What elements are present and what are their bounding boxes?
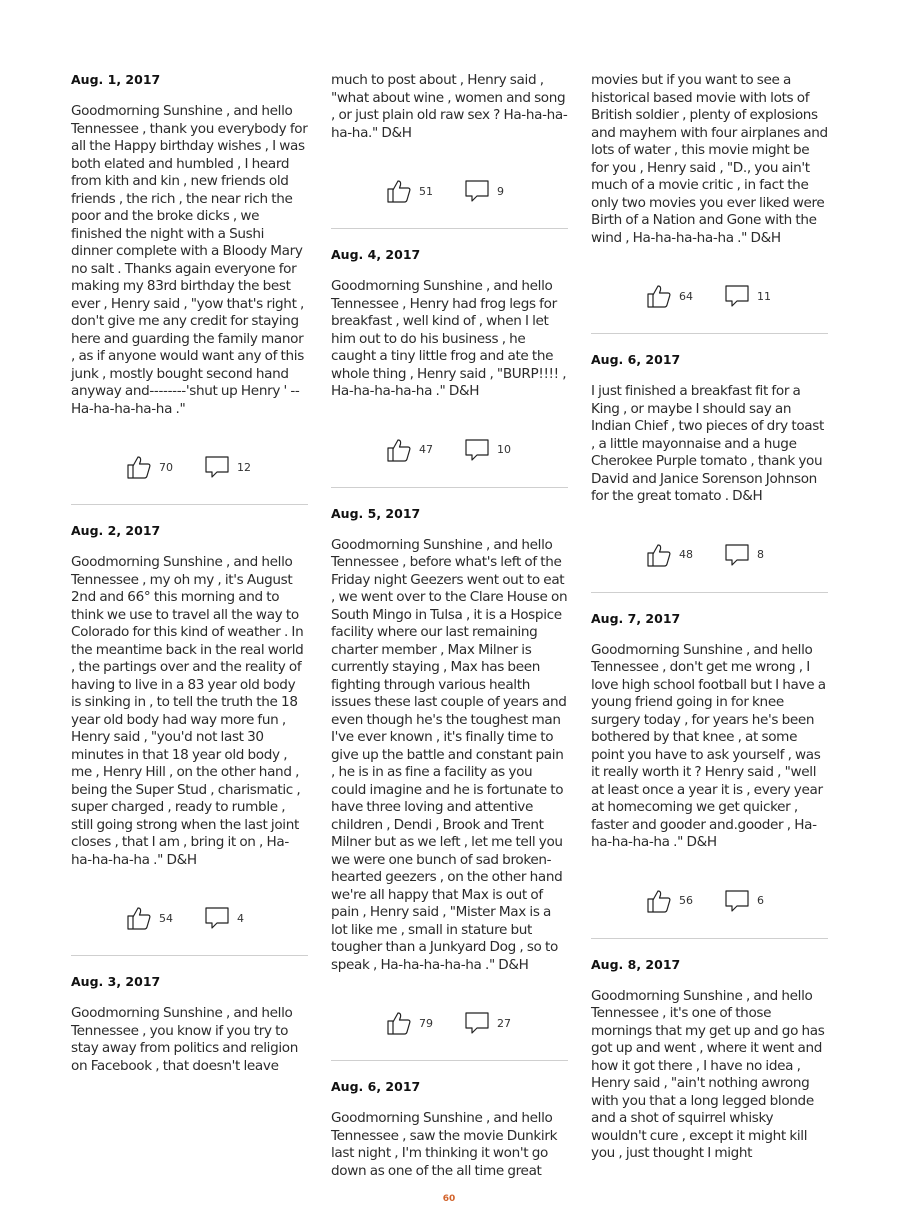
comment-count: 12 <box>237 460 251 474</box>
post-text: Goodmorning Sunshine , and hello Tennessee , don't get me wrong , I love high school football but I have a young friend going in for knee surgery today , for years he's been bothered by that knee , at some point you have to ask yourself , was it really worth it ? Henry said , "well at least once a year it is , every year at homecoming we get quicker , faster and gooder and.gooder , Ha-ha-ha-ha-ha ." D&H <box>591 641 826 850</box>
post-date: Aug. 6, 2017 <box>591 352 681 367</box>
column-2 <box>331 72 568 1180</box>
speech-bubble-icon <box>204 905 230 931</box>
reaction-bar <box>331 437 568 473</box>
comment-count: 11 <box>757 289 771 303</box>
post-text: Goodmorning Sunshine , and hello Tennessee , you know if you try to stay away from politics and religion on Facebook , that doesn't leave <box>71 1005 299 1074</box>
post-date: Aug. 6, 2017 <box>331 1079 421 1094</box>
like-count: 70 <box>159 460 173 474</box>
thumbs-up-icon <box>646 283 672 309</box>
thumbs-up-icon <box>646 542 672 568</box>
post-text: Goodmorning Sunshine , and hello Tennessee , thank you everybody for all the Happy birthday wishes , I was both elated and humbled , I heard from kith and kin , new friends old friends , the rich , the near rich the poor and the broke dicks , we finished the night with a Sushi dinner complete with a Bloody Mary no salt . Thanks again everyone for making my 83rd birthday the best ever , Henry said , "yow that's right , don't give me any credit for staying here and guarding the family manor , as if anyone would want any of this junk , mostly bought second hand anyway and--------'shut up Henry ' --Ha-ha-ha-ha-ha ." <box>71 103 308 417</box>
comment-button[interactable] <box>724 888 764 914</box>
post-text: Goodmorning Sunshine , and hello Tennessee , saw the movie Dunkirk last night , I'm thinking it won't go down as one of the all time great <box>331 1110 558 1179</box>
speech-bubble-icon <box>204 454 230 480</box>
post-text: movies but if you want to see a historical based movie with lots of British soldier , plenty of explosions and mayhem with four airplanes and lots of water , this movie might be for you , Henry said , "D., you ain't much of a movie critic , in fact the only two movies you ever liked were Birth of a Nation and Gone with the wind , Ha-ha-ha-ha-ha ." D&H <box>591 72 828 246</box>
like-count: 54 <box>159 911 173 925</box>
comment-count: 27 <box>497 1016 511 1030</box>
speech-bubble-icon <box>724 542 750 568</box>
post <box>591 611 828 939</box>
speech-bubble-icon <box>464 1010 490 1036</box>
post-date: Aug. 5, 2017 <box>331 505 421 521</box>
speech-bubble-icon <box>724 283 750 309</box>
post-text: Goodmorning Sunshine , and hello Tennessee , my oh my , it's August 2nd and 66° this morning and to think we use to travel all the way to Colorado for this kind of weather . In the meantime back in the real world , the partings over and the reality of having to live in a 83 year old body is sinking in , to tell the truth the 18 year old body had way more fun , Henry said , "you'd not last 30 minutes in that 18 year old body , me , Henry Hill , on the other hand , being the Super Stud , charismatic , super charged , ready to rumble , still going strong when the last joint closes , that I am , bring it on , Ha-ha-ha-ha-ha ." D&H <box>71 554 304 868</box>
post-text: Goodmorning Sunshine , and hello Tennessee , it's one of those mornings that my get up and go has got up and went , where it went and how it got there , I have no idea , Henry said , "ain't nothing awrong with you that a long legged blonde and a shot of squirrel whisky wouldn't cure , except it might kill you , just thought I might <box>591 987 825 1161</box>
comment-button[interactable] <box>464 1010 511 1036</box>
reaction-bar <box>71 905 308 941</box>
comment-button[interactable] <box>724 542 764 568</box>
column-3 <box>591 72 828 1163</box>
comment-count: 4 <box>237 911 244 925</box>
like-count: 51 <box>419 184 433 198</box>
divider <box>331 487 568 488</box>
thumbs-up-icon <box>646 888 672 914</box>
post <box>331 247 568 488</box>
column-1 <box>71 72 308 1075</box>
comment-count: 10 <box>497 443 511 456</box>
comment-count: 9 <box>497 184 504 198</box>
thumbs-up-icon <box>386 178 412 204</box>
comment-count: 8 <box>757 548 764 561</box>
post <box>71 523 308 956</box>
thumbs-up-icon <box>126 905 152 931</box>
post <box>71 72 308 505</box>
post <box>591 957 828 1163</box>
comment-button[interactable] <box>724 283 771 309</box>
speech-bubble-icon <box>464 178 490 204</box>
divider <box>331 228 568 229</box>
like-button[interactable] <box>126 905 173 931</box>
like-button[interactable] <box>646 888 693 914</box>
comment-button[interactable] <box>464 437 511 463</box>
post <box>331 1079 568 1180</box>
post-text: Goodmorning Sunshine , and hello Tennessee , Henry had frog legs for breakfast , well kind of , when I let him out to do his business , he caught a tiny little frog and ate the whole thing , Henry said , "BURP!!!! , Ha-ha-ha-ha-ha ." D&H <box>331 278 567 399</box>
like-button[interactable] <box>646 283 693 309</box>
thumbs-up-icon <box>386 437 412 463</box>
post <box>71 974 308 1075</box>
post-date: Aug. 2, 2017 <box>71 523 161 538</box>
like-count: 47 <box>419 443 433 456</box>
speech-bubble-icon <box>724 888 750 914</box>
reaction-bar <box>331 178 568 214</box>
post <box>591 352 828 593</box>
reaction-bar <box>591 283 828 319</box>
reaction-bar <box>591 888 828 924</box>
post-date: Aug. 7, 2017 <box>591 610 681 626</box>
post-text: Goodmorning Sunshine , and hello Tennessee , before what's left of the Friday night Geezers went out to eat , we went over to the Clare House on South Mingo in Tulsa , it is a Hospice facility where our last remaining charter member , Max Milner is currently staying , Max has been fighting through various health issues these last couple of years and even though he's the toughest man I've ever known , it's finally time to give up the battle and constant pain , he is in as fine a facility as you could imagine and he is fortunate to have three loving and attentive children , Dendi , Brook and Trent Milner but as we left , let me tell you we were one bunch of sad broken-hearted geezers , on the other hand we're all happy that Max is out of pain , Henry said , "Mister Max is a lot like me , small in stature but tougher than a Junkyard Dog , so to speak , Ha-ha-ha-ha-ha ." D&H <box>331 536 568 973</box>
comment-count: 6 <box>757 894 764 907</box>
divider <box>71 504 308 505</box>
like-count: 79 <box>419 1016 433 1030</box>
post <box>331 72 568 229</box>
like-count: 48 <box>679 548 693 561</box>
divider <box>591 333 828 334</box>
like-button[interactable] <box>386 437 433 463</box>
speech-bubble-icon <box>464 437 490 463</box>
comment-button[interactable] <box>204 905 244 931</box>
comment-button[interactable] <box>204 454 251 480</box>
like-button[interactable] <box>386 1010 433 1036</box>
like-count: 64 <box>679 289 693 303</box>
like-button[interactable] <box>386 178 433 204</box>
post <box>591 72 828 334</box>
like-button[interactable] <box>126 454 173 480</box>
post-text: I just finished a breakfast fit for a King , or maybe I should say an Indian Chief , two pieces of dry toast , a little mayonnaise and a huge Cherokee Purple tomato , thank you David and Janice Sorenson Johnson for the great tomato . D&H <box>591 383 824 504</box>
post-date: Aug. 4, 2017 <box>331 247 421 262</box>
divider <box>591 592 828 593</box>
page-number: 60 <box>442 1194 456 1204</box>
reaction-bar <box>591 542 828 578</box>
post-date: Aug. 8, 2017 <box>591 956 681 972</box>
like-count: 56 <box>679 894 693 907</box>
post-date: Aug. 1, 2017 <box>71 72 161 87</box>
divider <box>331 1060 568 1061</box>
like-button[interactable] <box>646 542 693 568</box>
thumbs-up-icon <box>386 1010 412 1036</box>
divider <box>591 938 828 939</box>
post-text: much to post about , Henry said , "what about wine , women and song , or just plain old raw sex ? Ha-ha-ha-ha-ha." D&H <box>331 72 568 141</box>
comment-button[interactable] <box>464 178 504 204</box>
reaction-bar <box>331 1010 568 1046</box>
post <box>331 506 568 1062</box>
reaction-bar <box>71 454 308 490</box>
post-date: Aug. 3, 2017 <box>71 974 161 989</box>
divider <box>71 955 308 956</box>
thumbs-up-icon <box>126 454 152 480</box>
